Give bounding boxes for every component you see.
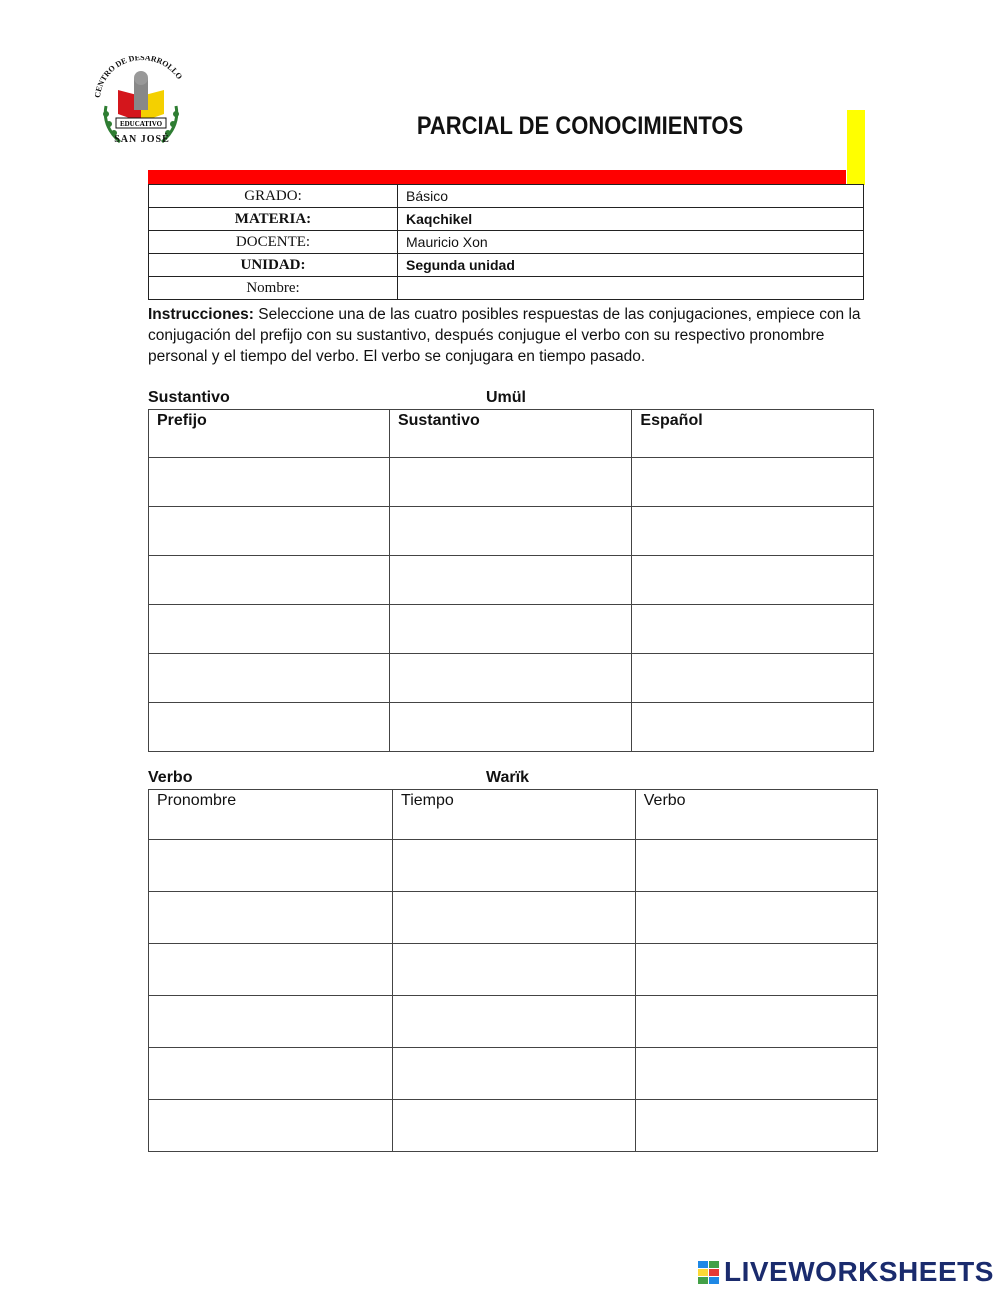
- info-row-nombre: [149, 277, 864, 300]
- info-row-grado: [149, 185, 864, 208]
- answer-cell[interactable]: [149, 996, 393, 1048]
- answer-cell[interactable]: [635, 996, 877, 1048]
- answer-cell[interactable]: [632, 458, 874, 507]
- answer-cell[interactable]: [149, 1048, 393, 1100]
- red-accent-bar: [148, 170, 846, 184]
- answer-cell[interactable]: [149, 507, 390, 556]
- liveworksheets-brand: LIVEWORKSHEETS: [724, 1256, 994, 1287]
- answer-cell[interactable]: [632, 556, 874, 605]
- answer-cell[interactable]: [149, 892, 393, 944]
- column-header-tiempo: Tiempo: [393, 790, 636, 840]
- info-value: Segunda unidad: [398, 254, 864, 277]
- table-row: [149, 944, 878, 996]
- column-header-prefijo: Prefijo: [149, 410, 390, 458]
- answer-cell[interactable]: [393, 840, 636, 892]
- answer-cell[interactable]: [393, 1100, 636, 1152]
- column-header-sustantivo: Sustantivo: [389, 410, 631, 458]
- info-row-docente: [149, 231, 864, 254]
- answer-cell[interactable]: [393, 892, 636, 944]
- info-label: GRADO:: [149, 185, 398, 208]
- section-sustantivo-label: Sustantivo: [148, 389, 230, 406]
- table-row: [149, 654, 874, 703]
- answer-cell[interactable]: [635, 1048, 877, 1100]
- answer-cell[interactable]: [632, 507, 874, 556]
- answer-cell[interactable]: [149, 556, 390, 605]
- column-header-verbo: Verbo: [635, 790, 877, 840]
- answer-cell[interactable]: [149, 840, 393, 892]
- answer-cell[interactable]: [149, 703, 390, 752]
- answer-cell[interactable]: [393, 996, 636, 1048]
- student-info-table: [148, 184, 864, 300]
- table-row: [149, 703, 874, 752]
- table-row: [149, 1100, 878, 1152]
- info-value: Básico: [398, 185, 864, 208]
- answer-cell[interactable]: [149, 605, 390, 654]
- info-label: UNIDAD:: [149, 254, 398, 277]
- table-row: [149, 996, 878, 1048]
- answer-cell[interactable]: [389, 556, 631, 605]
- answer-cell[interactable]: [389, 458, 631, 507]
- logo-band-text: EDUCATIVO: [119, 120, 163, 128]
- section-verbo-label: Verbo: [148, 769, 193, 786]
- info-row-materia: [149, 208, 864, 231]
- instructions-label: Instrucciones:: [148, 306, 254, 323]
- table-header-row: [149, 410, 874, 458]
- table-row: [149, 840, 878, 892]
- answer-cell[interactable]: [632, 703, 874, 752]
- answer-cell[interactable]: [149, 458, 390, 507]
- answer-cell[interactable]: [389, 703, 631, 752]
- verbo-table: [148, 789, 878, 1152]
- section-sustantivo-word: Umül: [486, 389, 526, 406]
- info-value: Kaqchikel: [398, 208, 864, 231]
- column-header-pronombre: Pronombre: [149, 790, 393, 840]
- table-row: [149, 605, 874, 654]
- table-header-row: [149, 790, 878, 840]
- answer-cell[interactable]: [632, 605, 874, 654]
- table-row: [149, 556, 874, 605]
- table-row: [149, 892, 878, 944]
- answer-cell[interactable]: [149, 1100, 393, 1152]
- info-label: Nombre:: [149, 277, 398, 300]
- answer-cell[interactable]: [149, 654, 390, 703]
- answer-cell[interactable]: [393, 944, 636, 996]
- answer-cell[interactable]: [632, 654, 874, 703]
- answer-cell[interactable]: [635, 1100, 877, 1152]
- answer-cell[interactable]: [635, 944, 877, 996]
- answer-cell[interactable]: [149, 944, 393, 996]
- table-row: [149, 458, 874, 507]
- yellow-accent-bar: [847, 110, 865, 185]
- info-row-unidad: [149, 254, 864, 277]
- answer-cell[interactable]: [389, 507, 631, 556]
- instructions-text: Seleccione una de las cuatro posibles respuestas de las conjugaciones, empiece con la conjugación del prefijo con su sustantivo, después conjugue el verbo con su respectivo pronombre personal y el tiempo del verbo. El verbo se conjugara en tiempo pasado.: [148, 306, 861, 365]
- name-input-cell[interactable]: [398, 277, 864, 300]
- instructions: [148, 304, 868, 367]
- info-value: Mauricio Xon: [398, 231, 864, 254]
- logo-top-text: CENTRO DE DESARROLLO: [92, 56, 185, 99]
- info-label: DOCENTE:: [149, 231, 398, 254]
- table-row: [149, 1048, 878, 1100]
- column-header-espanol: Español: [632, 410, 874, 458]
- table-row: [149, 507, 874, 556]
- section-verbo-word: Warïk: [486, 769, 529, 786]
- answer-cell[interactable]: [393, 1048, 636, 1100]
- liveworksheets-logo-icon: [698, 1261, 720, 1285]
- info-label: MATERIA:: [149, 208, 398, 231]
- logo-caption: SAN JOSÉ: [114, 134, 170, 145]
- answer-cell[interactable]: [635, 840, 877, 892]
- page-title: PARCIAL DE CONOCIMIENTOS: [416, 112, 744, 140]
- sustantivo-table: [148, 409, 874, 752]
- answer-cell[interactable]: [389, 654, 631, 703]
- answer-cell[interactable]: [389, 605, 631, 654]
- answer-cell[interactable]: [635, 892, 877, 944]
